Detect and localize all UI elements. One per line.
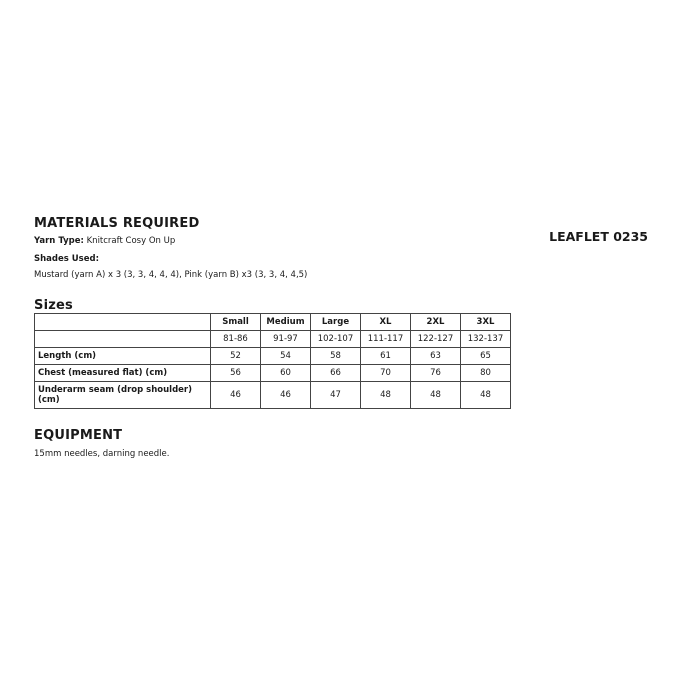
table-cell: 47 [311, 382, 361, 409]
table-cell: 46 [261, 382, 311, 409]
table-cell: 48 [461, 382, 511, 409]
leaflet-number: LEAFLET 0235 [549, 229, 648, 244]
sizes-table [34, 313, 511, 409]
size-header: 2XL [411, 314, 461, 331]
table-cell: 60 [261, 365, 311, 382]
table-row [35, 382, 511, 409]
table-cell: 63 [411, 348, 461, 365]
size-header: 3XL [461, 314, 511, 331]
table-corner-cell [35, 314, 211, 331]
size-header: Medium [261, 314, 311, 331]
table-row [35, 348, 511, 365]
sizes-title: Sizes [34, 298, 73, 313]
row-label: Underarm seam (drop shoulder) (cm) [35, 382, 211, 409]
equipment-text: 15mm needles, darning needle. [34, 449, 170, 459]
row-label: Length (cm) [35, 348, 211, 365]
table-cell: 65 [461, 348, 511, 365]
table-blank-cell [35, 331, 211, 348]
table-cell: 48 [361, 382, 411, 409]
table-cell: 54 [261, 348, 311, 365]
table-cell: 58 [311, 348, 361, 365]
shades-value: Mustard (yarn A) x 3 (3, 3, 4, 4, 4), Pink (yarn B) x3 (3, 3, 4, 4,5) [34, 270, 308, 280]
table-cell: 76 [411, 365, 461, 382]
size-header: Small [211, 314, 261, 331]
row-label: Chest (measured flat) (cm) [35, 365, 211, 382]
table-cell: 66 [311, 365, 361, 382]
table-header-row [35, 314, 511, 331]
yarn-type-line [34, 236, 175, 246]
size-header: Large [311, 314, 361, 331]
table-row [35, 365, 511, 382]
table-cell: 52 [211, 348, 261, 365]
table-cell: 48 [411, 382, 461, 409]
table-cell: 70 [361, 365, 411, 382]
shades-label: Shades Used: [34, 254, 99, 264]
yarn-type-label: Yarn Type: [34, 236, 84, 246]
table-cell: 80 [461, 365, 511, 382]
size-range: 91-97 [261, 331, 311, 348]
table-cell: 56 [211, 365, 261, 382]
size-range: 81-86 [211, 331, 261, 348]
size-range: 132-137 [461, 331, 511, 348]
size-range: 122-127 [411, 331, 461, 348]
size-range: 102-107 [311, 331, 361, 348]
size-range: 111-117 [361, 331, 411, 348]
table-cell: 61 [361, 348, 411, 365]
size-header: XL [361, 314, 411, 331]
yarn-type-value: Knitcraft Cosy On Up [83, 236, 176, 246]
equipment-title: EQUIPMENT [34, 428, 123, 443]
table-cell: 46 [211, 382, 261, 409]
table-row [35, 331, 511, 348]
materials-title: MATERIALS REQUIRED [34, 216, 200, 231]
